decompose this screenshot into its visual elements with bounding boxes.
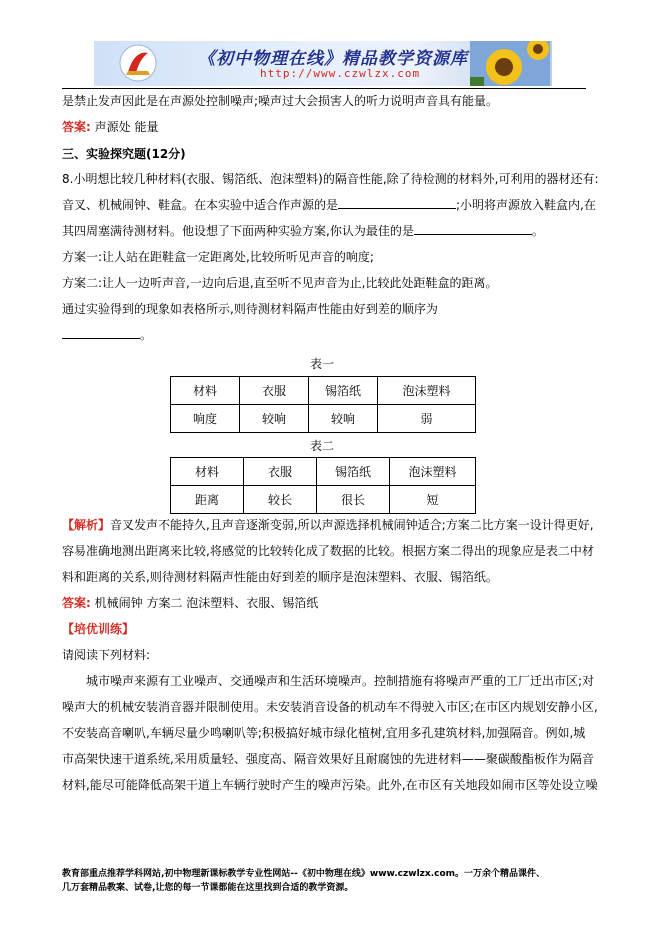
question-line-3-start: 其四周塞满待测材料。他设想了下面两种实验方案,你认为最佳的是 [62, 224, 414, 238]
question-line-6: 通过实验得到的现象如表格所示,则待测材料隔声性能由好到差的顺序为 [62, 302, 438, 316]
answer-blank-3[interactable] [62, 326, 140, 339]
table-cell: 响度 [171, 405, 240, 433]
answer-2-label: 答案: [62, 596, 91, 610]
question-line-1: 8.小明想比较几种材料(衣服、锡箔纸、泡沫塑料)的隔音性能,除了待检测的材料外,可利用的器材还有: [62, 172, 599, 186]
question-line-7 [62, 326, 152, 344]
section-title: 三、实验探究题(12分) [62, 147, 186, 161]
table-2-caption: 表二 [310, 439, 335, 453]
answer-2 [62, 594, 318, 612]
analysis-line-1 [62, 516, 594, 534]
passage-line: 材料,能尽可能降低高架干道上车辆行驶时产生的噪声污染。此外,在市区有关地段如闹市区等处设立噪 [62, 778, 598, 792]
table-cell: 距离 [171, 486, 244, 514]
sunflower-icon [470, 41, 550, 86]
reading-intro: 请阅读下列材料: [62, 648, 151, 662]
analysis-text-1: 音叉发声不能持久,且声音逐渐变弱,所以声源选择机械闹钟适合;方案二比方案一设计得更好, [110, 518, 594, 532]
table-row [171, 405, 476, 433]
header-divider [62, 88, 586, 89]
table-cell: 泡沫塑料 [378, 377, 476, 405]
table-2 [170, 457, 476, 514]
table-cell: 材料 [171, 458, 244, 486]
question-line-2-start: 音叉、机械闹钟、鞋盒。在本实验中适合作声源的是 [62, 198, 339, 212]
plan-2: 方案二:让人一边听声音,一边向后退,直至听不见声音为止,比较此处距鞋盒的距离。 [62, 276, 498, 290]
table-cell: 材料 [171, 377, 240, 405]
question-line-7-end: 。 [140, 328, 153, 342]
table-cell: 较响 [240, 405, 309, 433]
analysis-line-2: 容易准确地测出距离来比较,将感觉的比较转化成了数据的比较。根据方案二得出的现象应是表二中材 [62, 544, 594, 558]
question-line-2-end: ;小明将声源放入鞋盒内,在 [456, 198, 596, 212]
top-line: 是禁止发声因此是在声源处控制噪声;噪声过大会损害人的听力说明声音具有能量。 [62, 94, 499, 108]
table-cell: 锡箔纸 [317, 458, 390, 486]
table-cell: 衣服 [244, 458, 317, 486]
training-title: 【培优训练】 [62, 622, 135, 636]
analysis-line-3: 料和距离的关系,则待测材料隔声性能由好到差的顺序是泡沫塑料、衣服、锡箔纸。 [62, 570, 498, 584]
analysis-label: 【解析】 [62, 518, 111, 532]
answer-1-text: 声源处 能量 [94, 120, 159, 134]
table-cell: 短 [390, 486, 476, 514]
table-cell: 较响 [309, 405, 378, 433]
question-line-3 [62, 222, 544, 240]
table-row [171, 486, 476, 514]
answer-blank-1[interactable] [338, 196, 456, 209]
passage-line: 市高架快速干道系统,采用质量轻、强度高、隔音效果好且耐腐蚀的先进材料——聚碳酸酯板作为隔音 [62, 752, 594, 766]
answer-1-label: 答案: [62, 120, 91, 134]
answer-1 [62, 118, 158, 136]
question-line-3-end: 。 [531, 224, 544, 238]
header-banner [94, 41, 552, 86]
table-cell: 锡箔纸 [309, 377, 378, 405]
table-cell: 衣服 [240, 377, 309, 405]
table-cell: 很长 [317, 486, 390, 514]
table-1 [170, 376, 476, 433]
table-1-caption: 表一 [310, 357, 335, 371]
footer-line-2: 几万套精品教案、试卷,让您的每一节课都能在这里找到合适的教学资源。 [62, 883, 354, 893]
passage-line: 噪声大的机械安装消音器并限制使用。未安装消音设备的机动车不得驶入市区;在市区内规划安静小区, [62, 700, 598, 714]
header-url[interactable]: http://www.czwlzx.com [260, 67, 421, 80]
table-cell: 较长 [244, 486, 317, 514]
passage-line: 不安装高音喇叭,车辆尽量少鸣喇叭等;积极搞好城市绿化植树,宜用多孔建筑材料,加强隔音。例如,城 [62, 726, 586, 740]
footer-line-1: 教育部重点推荐学科网站,初中物理新课标教学专业性网站--《初中物理在线》www.czwlzx.com。一万余个精品课件、 [62, 869, 546, 879]
table-cell: 泡沫塑料 [390, 458, 476, 486]
passage-line: 城市噪声来源有工业噪声、交通噪声和生活环境噪声。控制措施有将噪声严重的工厂迁出市区;对 [86, 674, 595, 688]
table-row [171, 377, 476, 405]
answer-2-text: 机械闹钟 方案二 泡沫塑料、衣服、锡箔纸 [94, 596, 319, 610]
table-cell: 弱 [378, 405, 476, 433]
answer-blank-2[interactable] [414, 222, 532, 235]
plan-1: 方案一:让人站在距鞋盒一定距离处,比较所听见声音的响度; [62, 250, 374, 264]
table-row [171, 458, 476, 486]
header-title: 《初中物理在线》精品教学资源库 [198, 49, 468, 69]
question-line-2 [62, 196, 596, 214]
site-logo-icon [118, 43, 158, 83]
